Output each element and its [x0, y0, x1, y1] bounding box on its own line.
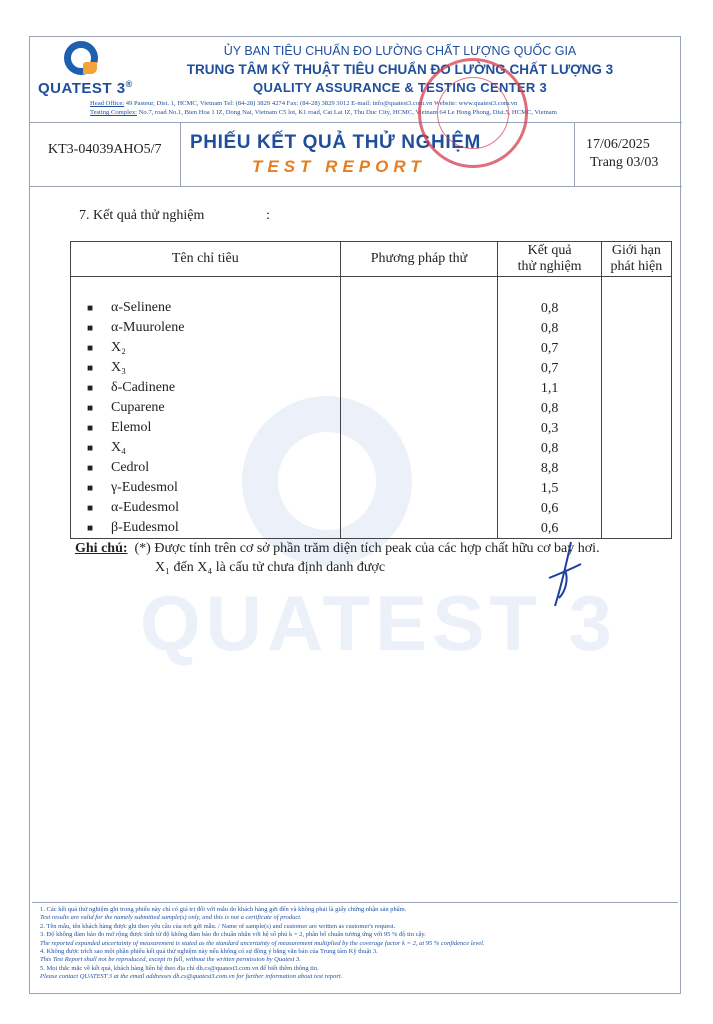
analyte-name: ■ β-Eudesmol [71, 518, 341, 539]
limit-cell [601, 438, 671, 458]
bullet-icon: ■ [87, 523, 94, 534]
header-result: Kết quả thử nghiệm [498, 242, 601, 277]
analyte-name: ■ α-Eudesmol [71, 498, 341, 518]
section-colon: : [266, 208, 270, 223]
bullet-icon: ■ [87, 383, 94, 394]
method-cell [340, 378, 498, 398]
limit-cell [601, 358, 671, 378]
head-office-label: Head Office: [90, 100, 125, 107]
footer-line: 4. Không được trích sao một phần phiếu kết quả thử nghiệm này nếu không có sự đồng ý bằng văn bản của Trung tâm Kỹ thuật 3. [40, 948, 378, 956]
center-name-en: QUALITY ASSURANCE & TESTING CENTER 3 [253, 80, 547, 95]
analyte-name: ■ Elemol [71, 418, 341, 438]
analyte-name: ■ X₃ [71, 358, 341, 378]
bullet-icon: ■ [87, 323, 94, 334]
result-value: 1,5 [498, 478, 601, 498]
footer-notes [32, 902, 678, 992]
limit-cell [601, 458, 671, 478]
table-row [71, 338, 672, 358]
method-cell [340, 458, 498, 478]
analyte-name: ■ X₄ [71, 438, 341, 458]
bullet-icon: ■ [87, 483, 94, 494]
table-row [71, 358, 672, 378]
analyte-name: ■ α-Selinene [71, 298, 341, 318]
center-name-vi: TRUNG TÂM KỸ THUẬT TIÊU CHUẨN ĐO LƯỜNG CHẤT LƯỢNG 3 [186, 62, 614, 77]
footer-line: 1. Các kết quả thử nghiệm ghi trong phiếu này chỉ có giá trị đối với mẫu do khách hàng gửi đến và không phải là giấy chứng nhận sản phẩm. [40, 906, 407, 913]
table-spacer-row [71, 277, 672, 299]
table-row [71, 438, 672, 458]
limit-cell [601, 378, 671, 398]
table-row [71, 298, 672, 318]
bullet-icon: ■ [87, 403, 94, 414]
signature-icon [545, 540, 585, 610]
header-limit: Giới hạn phát hiện [601, 242, 671, 277]
report-date: 17/06/2025 [586, 137, 650, 152]
results-table [70, 241, 672, 539]
footer-line: This Test Report shall not be reproduced, except in full, without the written permission by Quatest 3. [40, 956, 301, 964]
divider [574, 123, 575, 186]
limit-cell [601, 338, 671, 358]
analyte-name: ■ α-Muurolene [71, 318, 341, 338]
method-cell [340, 498, 498, 518]
table-row [71, 378, 672, 398]
limit-cell [601, 318, 671, 338]
footer-line: Test results are valid for the namely submitted sample(s) only, and this is not a certificate of product. [40, 914, 302, 922]
table-header-row [71, 242, 672, 277]
bullet-icon: ■ [87, 503, 94, 514]
method-cell [340, 338, 498, 358]
letterhead [30, 37, 682, 123]
note-line2: X₁ đến X₄ là cấu tử chưa định danh được [155, 560, 386, 575]
method-cell [340, 438, 498, 458]
bullet-icon: ■ [87, 303, 94, 314]
logo-text: QUATEST 3® [38, 79, 133, 97]
q-logo-icon [64, 41, 98, 75]
analyte-name: ■ X₂ [71, 338, 341, 358]
bullet-icon: ■ [87, 463, 94, 474]
result-value: 8,8 [498, 458, 601, 478]
method-cell [340, 518, 498, 539]
bullet-icon: ■ [87, 363, 94, 374]
testing-complex-text: No.7, road No.1, Bien Hoa 1 IZ, Dong Nai, Vietnam C5 lot, K1 road, Cat Lai IZ, Thu Duc City, HCMC, Vietnam 64 Le Hong Phong, Dist.5, HCMC, Vietnam [136, 109, 557, 116]
note-label: Ghi chú: [75, 541, 128, 556]
note-line1: (*) Được tính trên cơ sở phần trăm diện tích peak của các hợp chất hữu cơ bay hơi. [134, 541, 600, 556]
analyte-name: ■ δ-Cadinene [71, 378, 341, 398]
official-stamp-icon [418, 58, 528, 168]
header-method: Phương pháp thử [340, 242, 498, 277]
footer-line: 3. Độ không đảm bảo đo mở rộng được tính từ độ không đảm bảo đo chuẩn nhân với hệ số phủ k = 2, phân bố chuẩn tương ứng với 95 % độ tin cậy. [40, 931, 426, 939]
page-number: Trang 03/03 [590, 155, 659, 170]
result-value: 0,6 [498, 498, 601, 518]
divider [180, 123, 181, 186]
table-row [71, 318, 672, 338]
method-cell [340, 318, 498, 338]
agency-name: ỦY BAN TIÊU CHUẨN ĐO LƯỜNG CHẤT LƯỢNG QUỐC GIA [223, 44, 577, 58]
testing-complex-line [90, 109, 678, 116]
result-value: 0,6 [498, 518, 601, 539]
footer-line: Please contact QUATEST 3 at the email addresses dh.cs@quatest3.com.vn for further information about test report. [40, 973, 343, 981]
limit-cell [601, 398, 671, 418]
note [75, 541, 600, 557]
result-value: 0,7 [498, 338, 601, 358]
method-cell [340, 478, 498, 498]
analyte-name: ■ γ-Eudesmol [71, 478, 341, 498]
limit-cell [601, 478, 671, 498]
table-row [71, 518, 672, 539]
method-cell [340, 398, 498, 418]
document-code: KT3-04039AHO5/7 [48, 142, 162, 157]
result-value: 0,3 [498, 418, 601, 438]
table-row [71, 478, 672, 498]
bullet-icon: ■ [87, 343, 94, 354]
table-row [71, 398, 672, 418]
table-row [71, 418, 672, 438]
footer-line: The reported expanded uncertainty of measurement is stated as the standard uncertainty of measurement multiplied by the coverage factor k = 2, at 95 % confidence level. [40, 939, 485, 947]
footer-line: 5. Mọi thắc mắc về kết quả, khách hàng liên hệ theo địa chỉ dh.cs@quatest3.com.vn để biết thêm thông tin. [40, 964, 319, 972]
method-cell [340, 358, 498, 378]
analyte-name: ■ Cedrol [71, 458, 341, 478]
result-value: 1,1 [498, 378, 601, 398]
title-bar [30, 123, 682, 187]
table-row [71, 498, 672, 518]
quatest-logo [36, 41, 132, 101]
head-office-line [90, 100, 678, 107]
table-row [71, 458, 672, 478]
section-heading: 7. Kết quả thử nghiệm [79, 208, 205, 223]
bullet-icon: ■ [87, 423, 94, 434]
result-value: 0,8 [498, 318, 601, 338]
limit-cell [601, 418, 671, 438]
header-name: Tên chỉ tiêu [71, 242, 341, 277]
report-title-en: TEST REPORT [252, 157, 426, 176]
limit-cell [601, 498, 671, 518]
limit-cell [601, 518, 671, 539]
method-cell [340, 418, 498, 438]
footer-line: 2. Tên mẫu, tên khách hàng được ghi theo yêu cầu của nơi gửi mẫu. / Name of sample(s) and customer are written as customer's request. [40, 922, 396, 930]
report-title-vi: PHIẾU KẾT QUẢ THỬ NGHIỆM [190, 132, 481, 153]
result-value: 0,8 [498, 298, 601, 318]
result-value: 0,7 [498, 358, 601, 378]
result-value: 0,8 [498, 438, 601, 458]
method-cell [340, 298, 498, 318]
analyte-name: ■ Cuparene [71, 398, 341, 418]
watermark-text: QUATEST 3 [140, 579, 617, 667]
result-value: 0,8 [498, 398, 601, 418]
stamp-inner-ring [437, 77, 509, 149]
limit-cell [601, 298, 671, 318]
testing-complex-label: Testing Complex: [90, 109, 137, 116]
head-office-text: 49 Pasteur, Dist. 1, HCMC, Vietnam Tel: (84-28) 3829 4274 Fax: (84-28) 3829 3012 E-mail: info@quatest3.com.vn Website: www.quatest3.com.vn [124, 100, 518, 107]
bullet-icon: ■ [87, 443, 94, 454]
